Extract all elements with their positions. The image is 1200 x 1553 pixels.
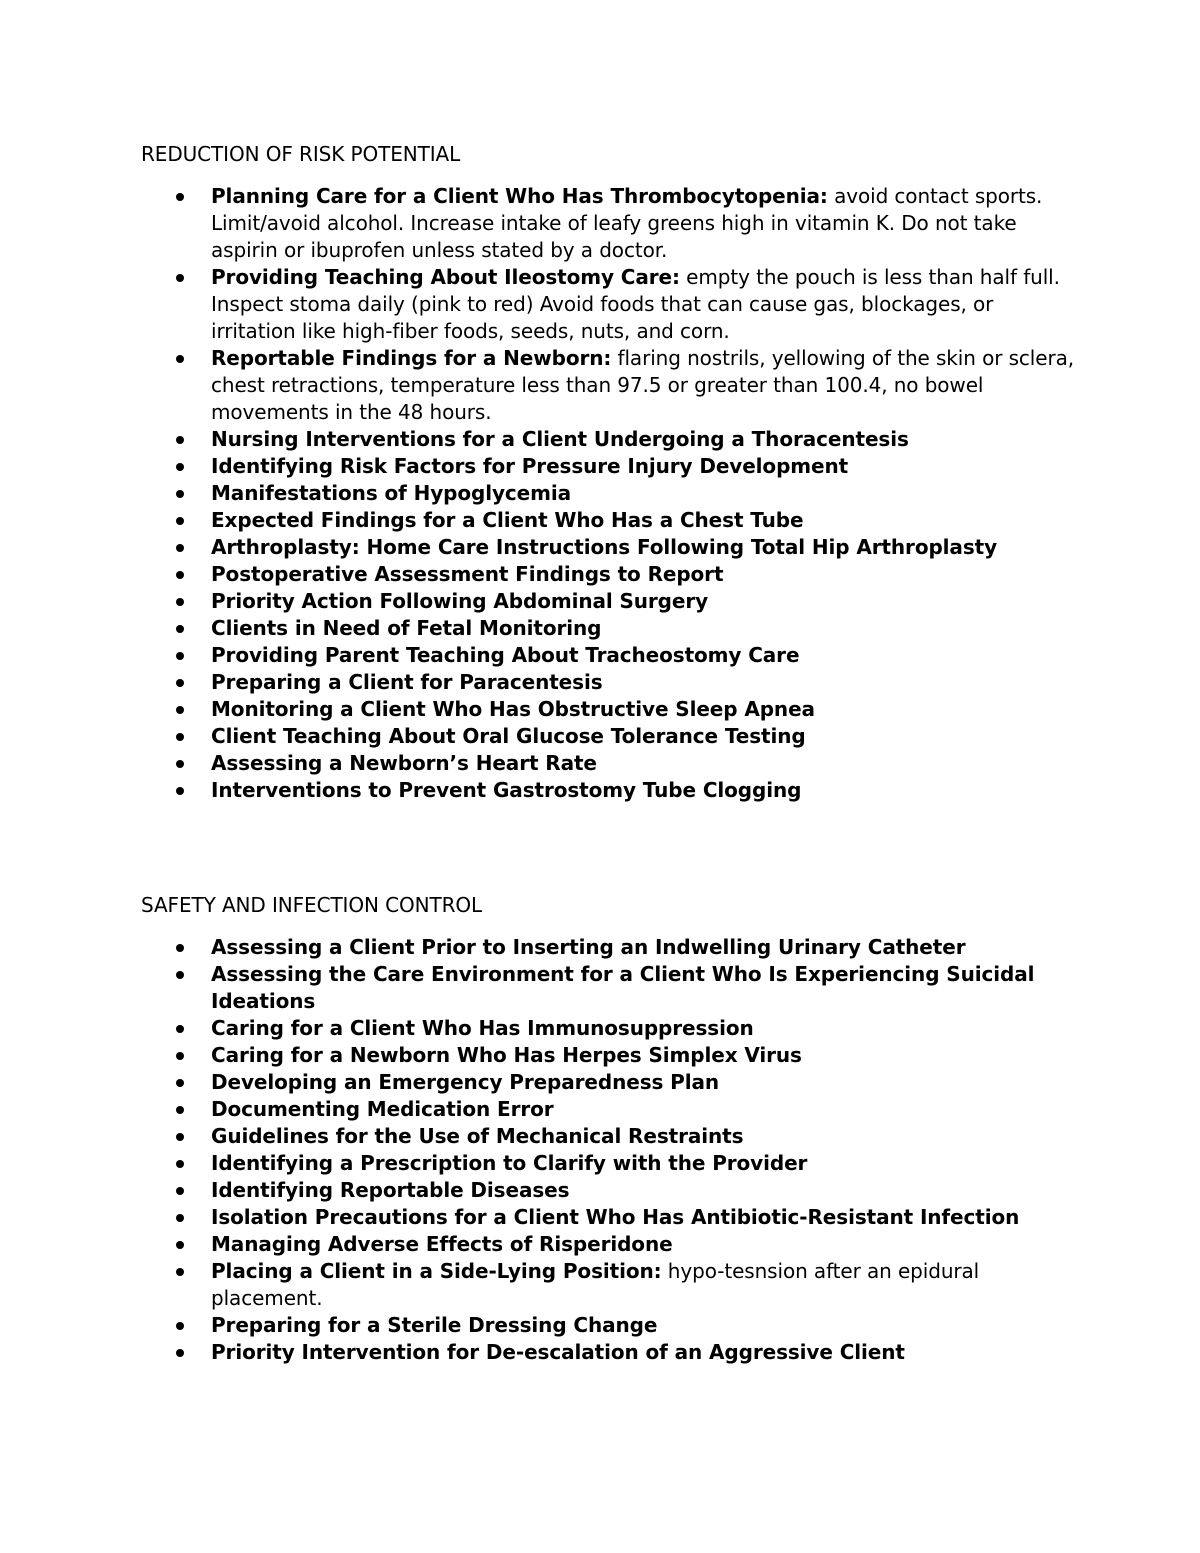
bullet-icon [176,490,184,498]
bullet-icon [176,1322,184,1330]
list-item [141,1231,1081,1258]
list-item [141,507,1081,534]
bullet-icon [176,571,184,579]
item-note: flaring nostrils, yellowing of the skin or sclera, chest retractions, temperature less than 97.5 or greater than 100.4, no bowel movements in the 48 hours. [211,346,1075,424]
bullet-icon [176,1187,184,1195]
list-item [141,1015,1081,1042]
list-item [141,1258,1081,1312]
item-title: Managing Adverse Effects of Risperidone [211,1232,673,1256]
list-item [141,615,1081,642]
bullet-icon [176,1106,184,1114]
list-item [141,588,1081,615]
item-title: Isolation Precautions for a Client Who Has Antibiotic-Resistant Infection [211,1205,1020,1229]
list-item [141,961,1081,1015]
section-heading: SAFETY AND INFECTION CONTROL [141,893,483,917]
section-reduction-of-risk [141,141,1081,804]
list-item [141,1069,1081,1096]
item-title: Placing a Client in a Side-Lying Position: [211,1259,662,1283]
item-note: empty the pouch is less than half full. Inspect stoma daily (pink to red) Avoid foods that can cause gas, blockages, or irritation like high-fiber foods, seeds, nuts, and corn. [211,265,1060,343]
bullet-icon [176,1052,184,1060]
item-title: Documenting Medication Error [211,1097,554,1121]
item-title: Developing an Emergency Preparedness Plan [211,1070,720,1094]
item-title: Arthroplasty: Home Care Instructions Following Total Hip Arthroplasty [211,535,998,559]
item-title: Expected Findings for a Client Who Has a Chest Tube [211,508,804,532]
bullet-icon [176,1025,184,1033]
bullet-icon [176,787,184,795]
item-title: Reportable Findings for a Newborn: [211,346,612,370]
bullet-icon [176,1160,184,1168]
list-item [141,1123,1081,1150]
item-title: Providing Teaching About Ileostomy Care: [211,265,680,289]
list-item [141,934,1081,961]
section-heading: REDUCTION OF RISK POTENTIAL [141,142,461,166]
list-item [141,480,1081,507]
list-item [141,183,1081,264]
list-item [141,1042,1081,1069]
item-title: Preparing a Client for Paracentesis [211,670,603,694]
list-item [141,669,1081,696]
list-item [141,1312,1081,1339]
list-item [141,1339,1081,1366]
bullet-icon [176,652,184,660]
bullet-icon [176,517,184,525]
item-title: Assessing a Newborn’s Heart Rate [211,751,597,775]
item-title: Providing Parent Teaching About Tracheostomy Care [211,643,800,667]
item-title: Manifestations of Hypoglycemia [211,481,572,505]
bullet-icon [176,1241,184,1249]
item-title: Priority Intervention for De-escalation of an Aggressive Client [211,1340,905,1364]
bullet-icon [176,355,184,363]
list-item [141,1096,1081,1123]
item-title: Assessing a Client Prior to Inserting an Indwelling Urinary Catheter [211,935,966,959]
item-title: Preparing for a Sterile Dressing Change [211,1313,658,1337]
topic-list [141,934,1081,1366]
item-title: Monitoring a Client Who Has Obstructive Sleep Apnea [211,697,815,721]
list-item [141,696,1081,723]
item-title: Nursing Interventions for a Client Undergoing a Thoracentesis [211,427,909,451]
bullet-icon [176,1079,184,1087]
bullet-icon [176,625,184,633]
bullet-icon [176,706,184,714]
item-title: Guidelines for the Use of Mechanical Restraints [211,1124,744,1148]
bullet-icon [176,971,184,979]
bullet-icon [176,436,184,444]
list-item [141,1150,1081,1177]
bullet-icon [176,733,184,741]
item-title: Assessing the Care Environment for a Client Who Is Experiencing Suicidal Ideations [211,962,1035,1013]
list-item [141,426,1081,453]
item-title: Caring for a Client Who Has Immunosuppression [211,1016,754,1040]
list-item [141,453,1081,480]
topic-list [141,183,1081,804]
list-item [141,345,1081,426]
list-item [141,1204,1081,1231]
item-title: Planning Care for a Client Who Has Thrombocytopenia: [211,184,828,208]
bullet-icon [176,944,184,952]
list-item [141,642,1081,669]
item-title: Clients in Need of Fetal Monitoring [211,616,602,640]
list-item [141,561,1081,588]
list-item [141,723,1081,750]
bullet-icon [176,1349,184,1357]
section-safety-infection-control [141,892,1081,1366]
bullet-icon [176,463,184,471]
list-item [141,750,1081,777]
bullet-icon [176,679,184,687]
item-note: hypo-tesnsion after an epidural placement. [211,1259,980,1310]
list-item [141,534,1081,561]
item-title: Postoperative Assessment Findings to Report [211,562,724,586]
list-item [141,1177,1081,1204]
bullet-icon [176,598,184,606]
item-title: Priority Action Following Abdominal Surgery [211,589,709,613]
bullet-icon [176,1133,184,1141]
bullet-icon [176,1268,184,1276]
bullet-icon [176,274,184,282]
bullet-icon [176,1214,184,1222]
list-item [141,264,1081,345]
item-title: Interventions to Prevent Gastrostomy Tube Clogging [211,778,802,802]
item-title: Client Teaching About Oral Glucose Tolerance Testing [211,724,806,748]
item-title: Identifying a Prescription to Clarify with the Provider [211,1151,808,1175]
bullet-icon [176,544,184,552]
bullet-icon [176,760,184,768]
list-item [141,777,1081,804]
item-title: Identifying Risk Factors for Pressure Injury Development [211,454,849,478]
bullet-icon [176,193,184,201]
item-note: avoid contact sports. Limit/avoid alcohol. Increase intake of leafy greens high in vitamin K. Do not take aspirin or ibuprofen unless stated by a doctor. [211,184,1043,262]
item-title: Caring for a Newborn Who Has Herpes Simplex Virus [211,1043,802,1067]
item-title: Identifying Reportable Diseases [211,1178,570,1202]
